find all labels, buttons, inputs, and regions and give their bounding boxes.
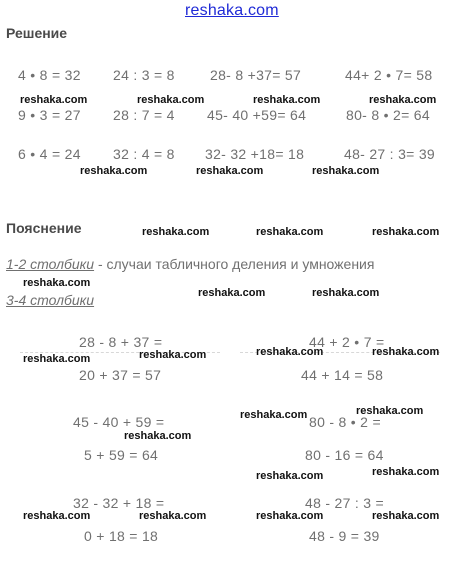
watermark: reshaka.com [356, 405, 424, 417]
watermark: reshaka.com [312, 165, 380, 177]
step-result: 20 + 37 = 57 [79, 367, 162, 383]
step-result: 44 + 14 = 58 [301, 367, 384, 383]
step-result: 0 + 18 = 18 [84, 528, 159, 544]
solution-equation: 9 • 3 = 27 [18, 107, 81, 123]
solution-equation: 6 • 4 = 24 [18, 146, 81, 162]
watermark: reshaka.com [139, 349, 207, 361]
watermark: reshaka.com [124, 430, 192, 442]
solution-equation: 28 : 7 = 4 [113, 107, 175, 123]
watermark: reshaka.com [253, 94, 321, 106]
watermark: reshaka.com [256, 510, 324, 522]
watermark: reshaka.com [372, 466, 440, 478]
watermark: reshaka.com [198, 287, 266, 299]
explanation-line-1 [6, 256, 374, 272]
solution-equation: 28- 8 +37= 57 [210, 67, 302, 83]
step-expression: 48 - 27 : 3 = [305, 495, 385, 511]
watermark: reshaka.com [142, 226, 210, 238]
columns-1-2-link[interactable]: 1-2 столбики [6, 256, 95, 272]
watermark: reshaka.com [372, 346, 440, 358]
explanation-line-2 [6, 292, 94, 308]
explanation-heading: Пояснение [6, 220, 82, 236]
watermark: reshaka.com [196, 165, 264, 177]
watermark: reshaka.com [139, 510, 207, 522]
watermark: reshaka.com [372, 226, 440, 238]
watermark: reshaka.com [240, 409, 308, 421]
columns-3-4-link[interactable]: 3-4 столбики [6, 292, 95, 308]
watermark: reshaka.com [23, 277, 91, 289]
step-expression: 45 - 40 + 59 = [73, 414, 165, 430]
step-expression: 44 + 2 • 7 = [309, 334, 385, 350]
watermark: reshaka.com [256, 470, 324, 482]
solution-equation: 24 : 3 = 8 [113, 67, 175, 83]
watermark: reshaka.com [23, 353, 91, 365]
watermark: reshaka.com [23, 510, 91, 522]
watermark: reshaka.com [372, 510, 440, 522]
solution-equation: 44+ 2 • 7= 58 [345, 67, 433, 83]
step-result: 80 - 16 = 64 [305, 447, 384, 463]
step-expression: 32 - 32 + 18 = [73, 495, 165, 511]
step-expression: 28 - 8 + 37 = [79, 334, 163, 350]
solution-heading: Решение [6, 25, 68, 41]
solution-equation: 4 • 8 = 32 [18, 67, 81, 83]
site-title-link[interactable]: reshaka.com [185, 2, 279, 19]
solution-equation: 32 : 4 = 8 [113, 146, 175, 162]
watermark: reshaka.com [20, 94, 88, 106]
step-result: 5 + 59 = 64 [84, 447, 159, 463]
explanation-line-1-text: - случаи табличного деления и умножения [94, 256, 375, 272]
watermark: reshaka.com [80, 165, 148, 177]
solution-equation: 48- 27 : 3= 39 [344, 146, 435, 162]
solution-equation: 80- 8 • 2= 64 [346, 107, 430, 123]
solution-equation: 32- 32 +18= 18 [205, 146, 305, 162]
step-expression: 80 - 8 • 2 = [309, 414, 381, 430]
watermark: reshaka.com [369, 94, 437, 106]
watermark: reshaka.com [137, 94, 205, 106]
watermark: reshaka.com [256, 226, 324, 238]
watermark: reshaka.com [312, 287, 380, 299]
watermark: reshaka.com [256, 346, 324, 358]
step-result: 48 - 9 = 39 [309, 528, 380, 544]
solution-equation: 45- 40 +59= 64 [207, 107, 307, 123]
